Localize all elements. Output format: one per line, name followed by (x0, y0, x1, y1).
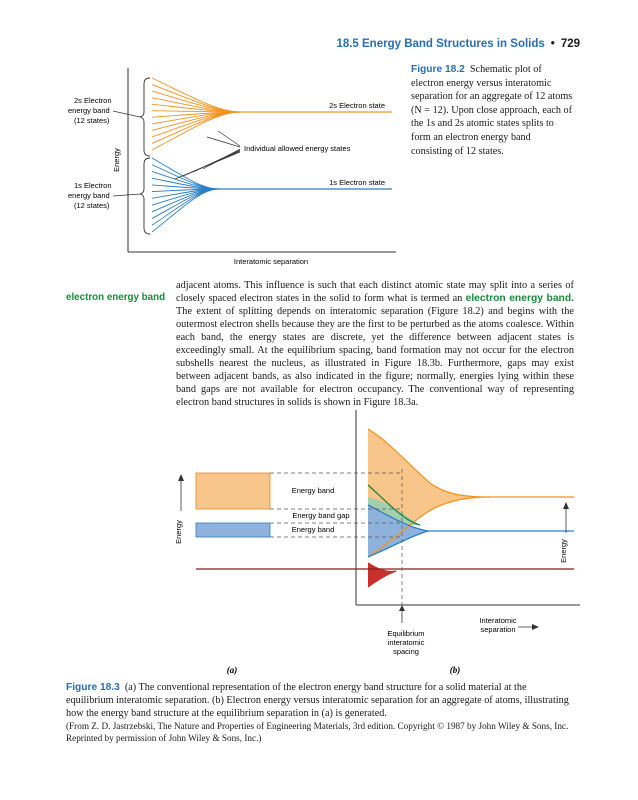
upper-energy-band-box (196, 473, 270, 509)
svg-text:energy band: energy band (68, 106, 110, 115)
header-separator: • (550, 38, 555, 50)
svg-text:Equilibrium: Equilibrium (387, 629, 425, 638)
svg-text:(12 states): (12 states) (74, 201, 110, 210)
fig183b-energy-label: Energy (559, 539, 568, 563)
label-energy-band-top: Energy band (291, 486, 335, 495)
band-2s-state-curve (152, 112, 240, 150)
fig182-x-label: Interatomic separation (233, 257, 309, 266)
svg-text:separation: separation (480, 625, 516, 634)
bracket-1s (140, 158, 150, 234)
allowed-states-arrows (175, 131, 240, 179)
margin-term: electron energy band (66, 292, 166, 303)
label-allowed-states: Individual allowed energy states (244, 144, 351, 153)
body-text-part-2: The extent of splitting depends on interatomic separation (Figure 18.2) and begins with the outermost electron shells because they are the first to be perturbed as the atoms coalesce. Within each band, the energy states are discrete, yet the difference between adjacent states is exceedingly small. At the equilibrium spacing, band formation may not occur for the electron subshells nearest the nucleus, as illustrated in Figure 18.3b. Furthermore, gaps may exist between adjacent bands, as also indicated in the figure; normally, energies lying within these band gaps are not available for electron occupancy. The conventional way of representing electron band structures in solids is shown in Figure 18.3a. (176, 306, 574, 409)
svg-text:(12 states): (12 states) (74, 116, 110, 125)
svg-text:1s Electron: 1s Electron (74, 181, 112, 190)
figure-18-3-caption-text: (a) The conventional representation of the electron energy band structure for a solid material at the equilibrium interatomic separation. (b) Electron energy versus interatomic separation for an aggregate of atoms, illustrating how the energy band structure at the equilibrium separation in (a) is generated. (66, 682, 569, 719)
label-energy-band-bottom: Energy band (291, 525, 335, 534)
lower-energy-band-box (196, 523, 270, 537)
figure-18-2-caption (411, 63, 573, 158)
figure-18-3 (0, 405, 638, 680)
panel-a-label: (a) (226, 665, 238, 675)
figure-18-3-label: Figure 18.3 (66, 682, 120, 693)
label-energy-band-gap: Energy band gap (292, 511, 350, 520)
body-paragraph (176, 279, 574, 409)
figure-18-3-credit: (From Z. D. Jastrzebski, The Nature and Properties of Engineering Materials, 3rd edition. Copyright © 1987 by John Wiley & Sons, Inc. Reprinted by permission of John Wiley & Sons, Inc.) (66, 721, 569, 743)
equilibrium-arrowhead (399, 605, 405, 611)
bracket-2s (140, 78, 150, 156)
band-1s-state-curve (152, 185, 218, 189)
equilibrium-label (387, 629, 424, 656)
fig183b-x-arrowhead (532, 624, 539, 630)
figure-18-2-label: Figure 18.2 (411, 64, 465, 75)
body-text-part-1: adjacent atoms. This influence is such that each distinct atomic state may split into a series of closely spaced electron states in the solid to form what is termed an (176, 280, 574, 305)
body-keyword: electron energy band. (465, 293, 574, 305)
leader-1s (113, 194, 140, 196)
panel-b-label: (b) (449, 665, 461, 675)
label-1s-state: 1s Electron state (329, 178, 385, 187)
fig183b-x-label (479, 616, 516, 634)
leader-2s (113, 111, 140, 117)
svg-text:spacing: spacing (393, 647, 419, 656)
label-1s-band (68, 181, 112, 210)
fig182-energy-label: Energy (112, 148, 121, 172)
band-2s-state-curve (152, 85, 240, 112)
svg-text:Interatomic: Interatomic (479, 616, 517, 625)
svg-text:interatomic: interatomic (387, 638, 425, 647)
band-1s-curves (152, 158, 218, 232)
fig183b-arrowhead (563, 502, 569, 509)
fig183a-arrowhead (178, 474, 184, 481)
svg-text:2s Electron: 2s Electron (74, 96, 112, 105)
label-2s-state: 2s Electron state (329, 101, 385, 110)
band-2s-state-curve (152, 98, 240, 112)
page-number: 729 (560, 38, 580, 50)
band-1s-state-curve (152, 189, 218, 219)
label-2s-band (68, 96, 112, 125)
figure-18-2-caption-text: Schematic plot of electron energy versus interatomic separation for an aggregate of 12 atoms (N = 12). Upon close approach, each of the 1s and 2s atomic states splits to form an electron energy band consisting of 12 states. (411, 64, 573, 157)
fig183a-energy-label: Energy (174, 520, 183, 544)
section-title: 18.5 Energy Band Structures in Solids (336, 38, 545, 50)
band-2s-curves (152, 78, 240, 150)
figure-18-3-caption (66, 681, 576, 720)
svg-text:energy band: energy band (68, 191, 110, 200)
